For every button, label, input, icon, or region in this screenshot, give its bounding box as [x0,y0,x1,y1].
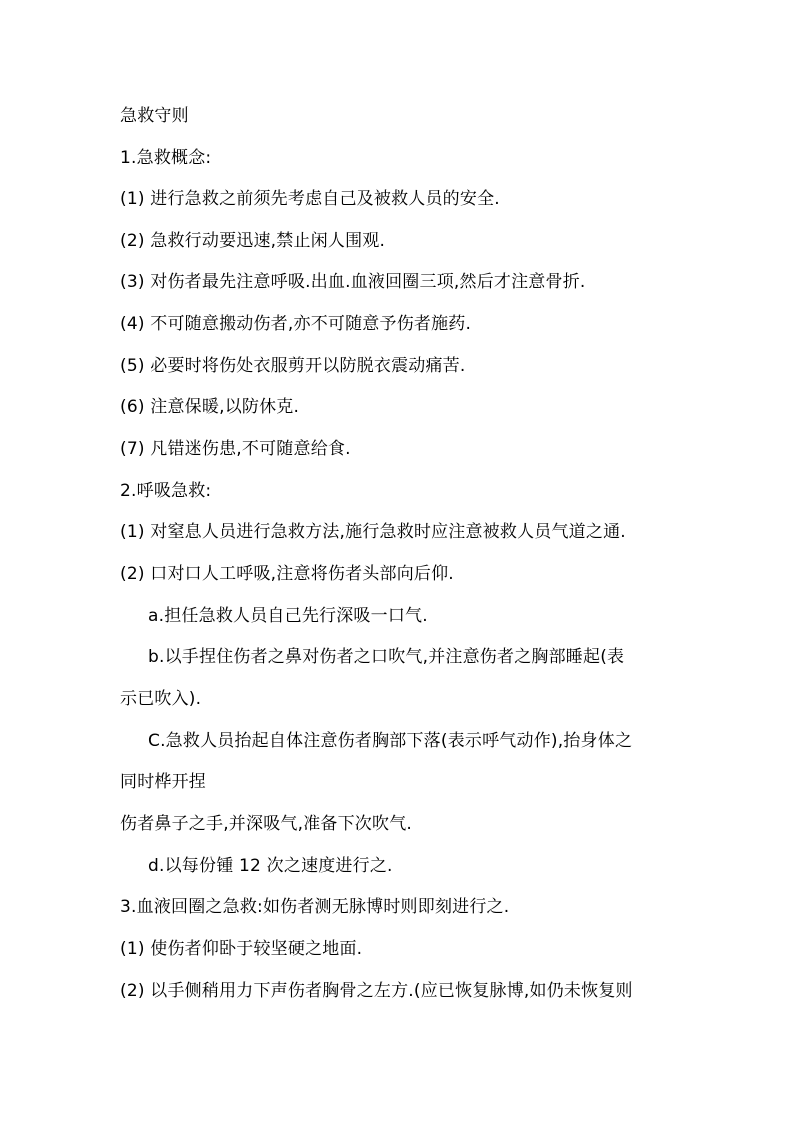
step-c: C.急救人员抬起自体注意伤者胸部下落(表示呼气动作),抬身体之 [148,731,633,751]
section-heading: 3.血液回圈之急救:如伤者测无脉博时则即刻进行之. [120,897,510,917]
list-item: (2) 口对口人工呼吸,注意将伤者头部向后仰. [120,564,454,584]
section-heading: 1.急救概念: [120,148,212,168]
list-item: (3) 对伤者最先注意呼吸.出血.血液回圈三项,然后才注意骨折. [120,272,586,292]
list-item: (6) 注意保暖,以防休克. [120,397,300,417]
step-b-continuation: 示已吹入). [120,689,202,709]
step-c-continuation: 同时桦开捏 [120,772,206,792]
list-item: (2) 以手侧稍用力下声伤者胸骨之左方.(应已恢复脉博,如仍未恢复则 [120,981,633,1001]
step-c-continuation: 伤者鼻子之手,并深吸气,准备下次吹气. [120,814,413,834]
list-item: (1) 进行急救之前须先考虑自己及被救人员的安全. [120,189,500,209]
step-a: a.担任急救人员自己先行深吸一口气. [148,606,428,626]
step-d: d.以每份锺 12 次之速度进行之. [148,856,393,876]
list-item: (5) 必要时将伤处衣服剪开以防脱衣震动痛苦. [120,356,466,376]
section-heading: 2.呼吸急救: [120,481,212,501]
list-item: (1) 使伤者仰卧于较坚硬之地面. [120,939,363,959]
list-item: (7) 凡错迷伤患,不可随意给食. [120,439,351,459]
list-item: (2) 急救行动要迅速,禁止闲人围观. [120,231,386,251]
step-b: b.以手捏住伤者之鼻对伤者之口吹气,并注意伤者之胸部睡起(表 [148,647,625,667]
document-title: 急救守则 [120,106,189,126]
list-item: (1) 对窒息人员进行急救方法,施行急救时应注意被救人员气道之通. [120,522,626,542]
list-item: (4) 不可随意搬动伤者,亦不可随意予伤者施药. [120,314,472,334]
